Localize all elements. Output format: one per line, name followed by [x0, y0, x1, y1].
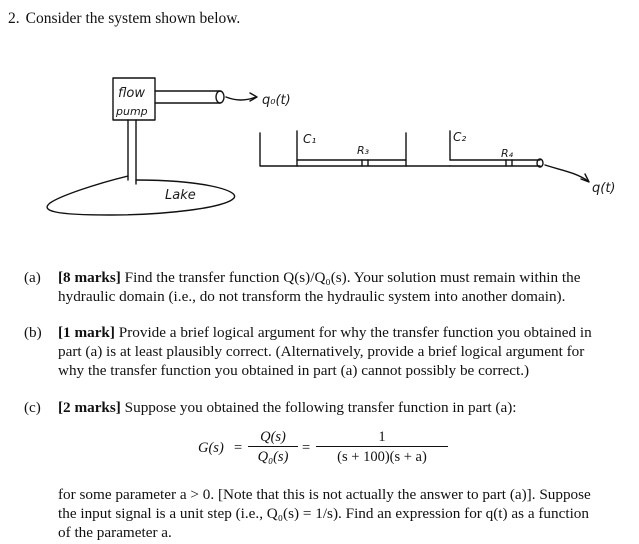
pump-outlet-end	[216, 91, 224, 103]
output-flow-label: q(t)	[592, 181, 616, 196]
pump-outlet-pipe	[155, 91, 220, 103]
hydraulic-system-diagram	[0, 0, 639, 250]
resistor-r4	[506, 160, 512, 166]
resistor2-label: R₄	[501, 147, 514, 160]
pump-label-pump: pump	[116, 105, 148, 118]
pump-inlet-pipe	[128, 120, 136, 184]
part-a-text: Find the transfer function Q(s)/Q₀(s). Your solution must remain within the hydraulic domain (i.e., do not transform the hydraulic system into another domain).	[58, 269, 581, 305]
formula-fraction-2	[316, 428, 448, 467]
lake-label: Lake	[165, 188, 196, 203]
part-c-text: Suppose you obtained the following transfer function in part (a):	[124, 399, 517, 416]
part-a-marks: [8 marks]	[58, 269, 121, 286]
part-b-label: (b)	[24, 324, 42, 341]
fraction-2-denominator: (s + 100)(s + a)	[337, 449, 427, 465]
pipe-r3	[297, 160, 406, 166]
pipe-r4	[450, 160, 540, 166]
formula-lhs: G(s)	[198, 440, 224, 456]
tank1-outline	[260, 131, 297, 166]
part-c-marks: [2 marks]	[58, 399, 121, 416]
formula-equals-1: =	[234, 440, 243, 456]
formula-fraction-1	[248, 428, 298, 467]
part-c-label: (c)	[24, 399, 41, 416]
part-c-followup-text: for some parameter a > 0. [Note that this is not actually the answer to part (a)]. Suppose the input signal is a unit step (i.e., Q₀(s) = 1/s). Find an expression for q(t) as a function of the parameter a.	[58, 486, 591, 541]
part-a	[24, 268, 603, 306]
fraction-1-numerator: Q(s)	[248, 428, 298, 447]
tank2-label: C₂	[453, 130, 467, 144]
part-b-marks: [1 mark]	[58, 324, 115, 341]
input-flow-label: q₀(t)	[262, 93, 291, 108]
part-c	[24, 398, 603, 417]
question-intro: Consider the system shown below.	[25, 10, 241, 27]
question-number: 2.	[8, 10, 20, 27]
formula-equals-2: =	[302, 440, 311, 456]
lake-outline	[47, 176, 234, 215]
resistor-r3	[362, 160, 368, 166]
part-a-label: (a)	[24, 269, 41, 286]
tank1-label: C₁	[303, 132, 317, 146]
fraction-1-denominator: Q₀(s)	[257, 449, 289, 465]
resistor1-label: R₃	[357, 144, 370, 157]
input-arrow-head	[250, 93, 257, 101]
fraction-2-numerator: 1	[316, 428, 448, 447]
pump-label-flow: flow	[118, 86, 145, 101]
part-b	[24, 323, 603, 380]
part-b-text: Provide a brief logical argument for why the transfer function you obtained in part (a) is at least plausibly correct. (Alternatively, provide a brief logical argument for why the transfer function you obtained in part (a) cannot possibly be correct.)	[58, 324, 592, 379]
